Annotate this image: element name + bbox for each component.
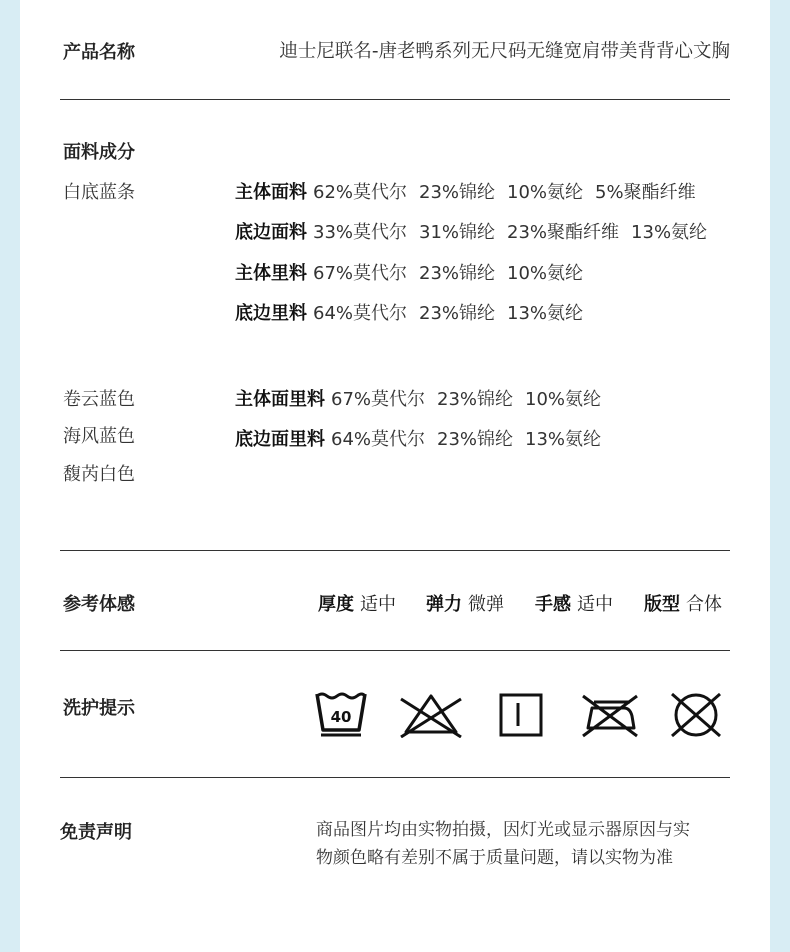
feel-item-name: 弹力 [426, 594, 462, 615]
wash-temperature: 40 [330, 708, 352, 726]
feel-item-value: 适中 [577, 594, 613, 615]
color-name: 卷云蓝色 [63, 389, 135, 410]
product-name-label: 产品名称 [63, 42, 135, 63]
feel-item-name: 版型 [644, 594, 680, 615]
fabric-value: 31%锦纶 [419, 222, 496, 243]
fabric-value: 67%莫代尔 [313, 263, 408, 284]
line-dry-icon [498, 690, 544, 738]
no-iron-icon [580, 690, 640, 738]
fabric-label: 面料成分 [63, 142, 135, 163]
fabric-value: 67%莫代尔 [331, 389, 426, 410]
fabric-row [235, 425, 613, 451]
divider [60, 777, 730, 778]
fabric-row [235, 259, 595, 285]
fabric-row-label: 主体面料 [235, 182, 307, 203]
feel-elasticity [426, 590, 504, 616]
disclaimer-line: 商品图片均由实物拍摄，因灯光或显示器原因与实 [316, 820, 690, 840]
fabric-value: 10%氨纶 [507, 263, 584, 284]
feel-fit [644, 590, 722, 616]
divider [60, 650, 730, 651]
wash-40-icon [314, 690, 368, 738]
disclaimer-line: 物颜色略有差别不属于质量问题，请以实物为准 [316, 848, 673, 868]
no-dry-clean-icon [668, 690, 724, 738]
fabric-row-label: 主体里料 [235, 263, 307, 284]
fabric-value: 64%莫代尔 [313, 303, 408, 324]
fabric-value: 13%氨纶 [525, 429, 602, 450]
fabric-row [235, 385, 613, 411]
fabric-row-label: 底边面里料 [235, 429, 325, 450]
fabric-value: 5%聚酯纤维 [595, 182, 696, 203]
disclaimer-label: 免责声明 [60, 822, 132, 843]
fabric-value: 23%锦纶 [419, 182, 496, 203]
fabric-value: 23%锦纶 [419, 303, 496, 324]
color-name: 海风蓝色 [63, 426, 135, 447]
feel-handfeel [535, 590, 613, 616]
fabric-value: 23%锦纶 [437, 429, 514, 450]
no-bleach-icon [398, 690, 464, 738]
feel-item-name: 手感 [535, 594, 571, 615]
divider [60, 99, 730, 100]
fabric-value: 23%锦纶 [419, 263, 496, 284]
color-name: 白底蓝条 [63, 182, 135, 203]
care-label: 洗护提示 [63, 698, 135, 719]
product-name-value: 迪士尼联名-唐老鸭系列无尺码无缝宽肩带美背背心文胸 [279, 41, 730, 62]
fabric-value: 13%氨纶 [631, 222, 708, 243]
feel-label: 参考体感 [63, 594, 135, 615]
divider [60, 550, 730, 551]
fabric-value: 10%氨纶 [525, 389, 602, 410]
fabric-value: 10%氨纶 [507, 182, 584, 203]
feel-item-name: 厚度 [318, 594, 354, 615]
fabric-value: 33%莫代尔 [313, 222, 408, 243]
color-name: 馥芮白色 [63, 464, 135, 485]
fabric-value: 64%莫代尔 [331, 429, 426, 450]
fabric-row [235, 218, 707, 244]
fabric-row [235, 178, 708, 204]
fabric-value: 23%锦纶 [437, 389, 514, 410]
fabric-row-label: 主体面里料 [235, 389, 325, 410]
feel-item-value: 适中 [360, 594, 396, 615]
fabric-value: 23%聚酯纤维 [507, 222, 620, 243]
product-info-card [20, 0, 770, 952]
feel-item-value: 合体 [686, 594, 722, 615]
disclaimer-text [316, 816, 736, 872]
fabric-value: 62%莫代尔 [313, 182, 408, 203]
fabric-row-label: 底边里料 [235, 303, 307, 324]
fabric-row-label: 底边面料 [235, 222, 307, 243]
fabric-value: 13%氨纶 [507, 303, 584, 324]
feel-thickness [318, 590, 396, 616]
fabric-row [235, 299, 595, 325]
feel-item-value: 微弹 [468, 594, 504, 615]
